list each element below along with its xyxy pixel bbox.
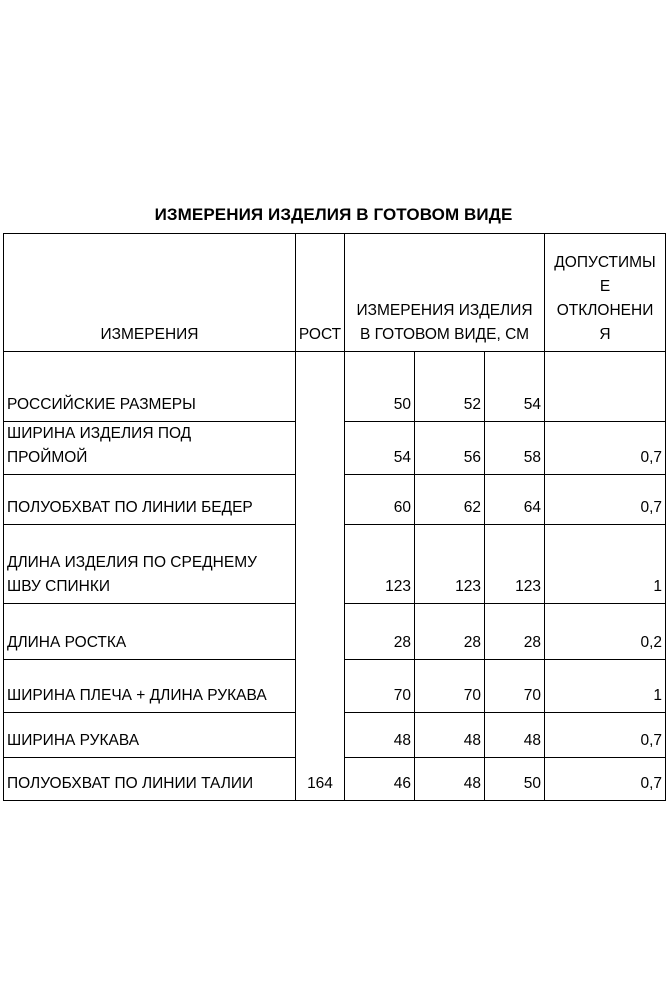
- measurements-table: [3, 233, 666, 801]
- value-cell: 54: [485, 352, 545, 422]
- header-finished-line1: ИЗМЕРЕНИЯ ИЗДЕЛИЯ: [356, 302, 533, 319]
- row-label: ПОЛУОБХВАТ ПО ЛИНИИ БЕДЕР: [4, 475, 296, 525]
- header-row: [4, 234, 666, 352]
- value-cell: 123: [345, 525, 415, 604]
- tolerance-cell: [545, 352, 666, 422]
- tolerance-cell: 0,2: [545, 604, 666, 660]
- value-cell: 50: [345, 352, 415, 422]
- value-cell: 50: [485, 758, 545, 801]
- value-cell: 64: [485, 475, 545, 525]
- tolerance-cell: 0,7: [545, 475, 666, 525]
- row-label: ДЛИНА РОСТКА: [4, 604, 296, 660]
- tolerance-cell: 0,7: [545, 422, 666, 475]
- value-cell: 70: [485, 660, 545, 713]
- tolerance-cell: 0,7: [545, 713, 666, 758]
- header-tolerance-line: ОТКЛОНЕНИ: [556, 302, 654, 319]
- tolerance-cell: 0,7: [545, 758, 666, 801]
- value-cell: 48: [415, 713, 485, 758]
- row-label: РОССИЙСКИЕ РАЗМЕРЫ: [4, 352, 296, 422]
- tolerance-cell: 1: [545, 660, 666, 713]
- header-tolerance-line: ДОПУСТИМЫ: [554, 254, 656, 271]
- header-measurements: ИЗМЕРЕНИЯ: [4, 234, 296, 352]
- header-tolerance-line: Е: [599, 278, 611, 295]
- value-cell: 28: [415, 604, 485, 660]
- height-value: 164: [296, 352, 345, 801]
- value-cell: 48: [485, 713, 545, 758]
- table-row: [4, 352, 666, 422]
- row-label-line: ШИРИНА ИЗДЕЛИЯ ПОД: [7, 425, 192, 442]
- value-cell: 60: [345, 475, 415, 525]
- row-label: ПОЛУОБХВАТ ПО ЛИНИИ ТАЛИИ: [4, 758, 296, 801]
- value-cell: 28: [345, 604, 415, 660]
- header-finished-line2: В ГОТОВОМ ВИДЕ, СМ: [360, 326, 530, 343]
- value-cell: 123: [415, 525, 485, 604]
- row-label: ШИРИНА РУКАВА: [4, 713, 296, 758]
- value-cell: 48: [345, 713, 415, 758]
- row-label: [4, 422, 296, 475]
- value-cell: 56: [415, 422, 485, 475]
- value-cell: 58: [485, 422, 545, 475]
- value-cell: 48: [415, 758, 485, 801]
- value-cell: 123: [485, 525, 545, 604]
- value-cell: 28: [485, 604, 545, 660]
- header-tolerance-line: Я: [599, 326, 611, 343]
- value-cell: 70: [345, 660, 415, 713]
- header-finished-dimensions: [345, 234, 545, 352]
- value-cell: 62: [415, 475, 485, 525]
- row-label: [4, 525, 296, 604]
- row-label-line: ШВУ СПИНКИ: [7, 578, 111, 595]
- value-cell: 52: [415, 352, 485, 422]
- value-cell: 46: [345, 758, 415, 801]
- value-cell: 70: [415, 660, 485, 713]
- table-title: ИЗМЕРЕНИЯ ИЗДЕЛИЯ В ГОТОВОМ ВИДЕ: [154, 205, 513, 224]
- row-label-line: ДЛИНА ИЗДЕЛИЯ ПО СРЕДНЕМУ: [7, 554, 257, 571]
- header-height: РОСТ: [296, 234, 345, 352]
- row-label: ШИРИНА ПЛЕЧА + ДЛИНА РУКАВА: [4, 660, 296, 713]
- value-cell: 54: [345, 422, 415, 475]
- row-label-line: ПРОЙМОЙ: [7, 449, 88, 466]
- header-tolerance: [545, 234, 666, 352]
- tolerance-cell: 1: [545, 525, 666, 604]
